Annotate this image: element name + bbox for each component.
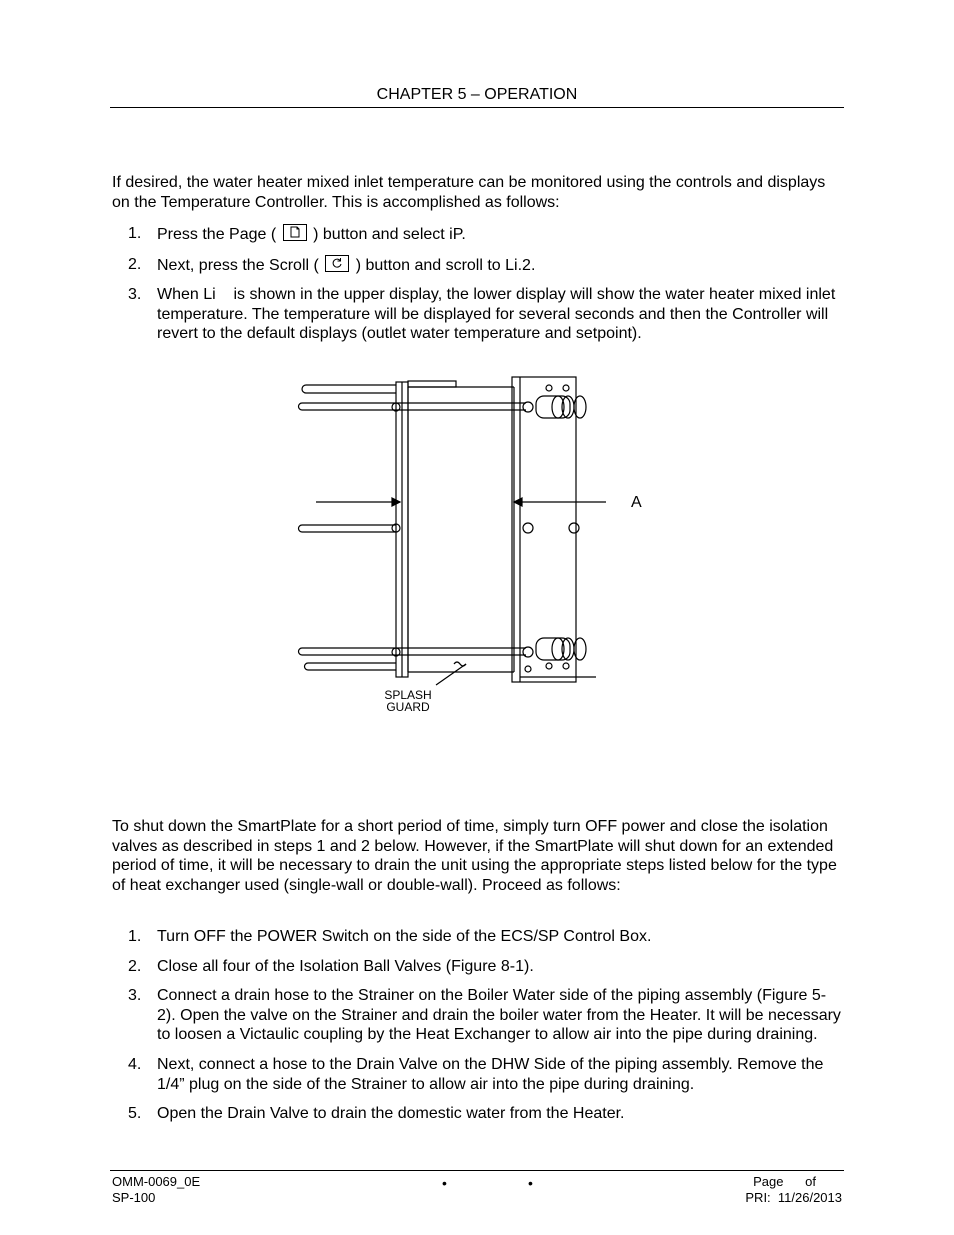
nuts bbox=[392, 385, 579, 672]
step-text-after: ) button and scroll to Li.2. bbox=[355, 256, 536, 274]
step-text-before: Next, press the Scroll ( bbox=[157, 256, 319, 274]
list-item bbox=[112, 285, 844, 344]
step-text-after: ) button and select iP. bbox=[313, 226, 466, 243]
splash-guard-leader bbox=[436, 662, 466, 685]
fixed-frame-plate bbox=[396, 381, 456, 677]
callout-a: A bbox=[631, 494, 642, 511]
header-rule bbox=[110, 107, 844, 108]
step-number: 2. bbox=[128, 957, 142, 975]
list-item bbox=[112, 1055, 844, 1094]
monitor-steps-list bbox=[112, 224, 844, 354]
list-item bbox=[112, 255, 844, 276]
doc-number: OMM-0069_0E bbox=[112, 1174, 201, 1189]
list-item bbox=[112, 957, 844, 977]
page-number: Page of bbox=[753, 1174, 816, 1189]
list-item bbox=[112, 927, 844, 947]
chapter-header: CHAPTER 5 – OPERATION bbox=[376, 86, 578, 103]
list-item bbox=[112, 224, 844, 245]
top-port-connection bbox=[536, 396, 586, 418]
pri-date: PRI: 11/26/2013 bbox=[745, 1189, 842, 1205]
step-number: 1. bbox=[128, 225, 142, 242]
movable-pressure-plate bbox=[512, 377, 596, 682]
intro-paragraph: If desired, the water heater mixed inlet temperature can be monitored using the controls and displays on the Temperature Controller. This is accomplished as follows: bbox=[112, 174, 826, 211]
footer-bullet: • bbox=[528, 1175, 533, 1191]
left-pointer-arrow bbox=[316, 498, 400, 506]
list-item bbox=[112, 986, 844, 1045]
shutdown-steps-list bbox=[112, 927, 844, 1134]
step-number: 3. bbox=[128, 286, 142, 304]
step-text: Next, connect a hose to the Drain Valve on the DHW Side of the piping assembly. Remove the 1/4” plug on the side of the Strainer to allow air into the pipe during draining. bbox=[157, 1055, 824, 1093]
step-number: 1. bbox=[128, 928, 142, 945]
model-name: SP-100 bbox=[112, 1189, 156, 1205]
footer-right bbox=[680, 1174, 842, 1205]
page-key-icon bbox=[283, 224, 307, 241]
step-text-before: Press the Page ( bbox=[157, 226, 277, 243]
list-item bbox=[112, 1104, 844, 1124]
plate-pack bbox=[408, 387, 514, 672]
footer-bullet: • bbox=[442, 1175, 447, 1191]
shutdown-paragraph: To shut down the SmartPlate for a short period of time, simply turn OFF power and close the isolation valves as described in steps 1 and 2 below. However, if the SmartPlate will shut down for an extended period of time, it will be necessary to drain the unit using the appropriate steps listed below for the type of heat exchanger used (single-wall or double-wall). Proceed as follows: bbox=[112, 818, 837, 894]
tie-rod-middle bbox=[299, 525, 397, 532]
heat-exchanger-figure bbox=[296, 372, 606, 692]
step-number: 5. bbox=[128, 1105, 142, 1123]
step-text: When Li is shown in the upper display, the lower display will show the water heater mixed inlet temperature. The temperature will be displayed for several seconds and then the Controller will revert to the default displays (outlet water temperature and setpoint). bbox=[157, 286, 840, 343]
right-pointer-arrow bbox=[514, 498, 606, 506]
step-text: Open the Drain Valve to drain the domestic water from the Heater. bbox=[157, 1105, 625, 1123]
step-number: 3. bbox=[128, 987, 142, 1005]
bottom-port-connection bbox=[536, 638, 586, 660]
footer-left bbox=[112, 1174, 200, 1205]
tie-rods-top bbox=[299, 385, 527, 410]
footer-rule bbox=[110, 1170, 844, 1171]
tie-rods-bottom bbox=[299, 648, 527, 670]
step-text: Turn OFF the POWER Switch on the side of the ECS/SP Control Box. bbox=[157, 928, 652, 945]
splash-guard-label: SPLASH GUARD bbox=[384, 688, 432, 714]
step-text: Connect a drain hose to the Strainer on the Boiler Water side of the piping assembly (Figure 5-2). Open the valve on the Strainer and drain the boiler water from the Heater. It will be necessary to loosen a Victaulic coupling by the Heat Exchanger to allow air into the pipe during draining. bbox=[157, 987, 841, 1044]
scroll-key-icon bbox=[325, 255, 349, 272]
step-text: Close all four of the Isolation Ball Valves (Figure 8-1). bbox=[157, 957, 534, 975]
step-number: 2. bbox=[128, 255, 142, 273]
step-number: 4. bbox=[128, 1055, 142, 1073]
